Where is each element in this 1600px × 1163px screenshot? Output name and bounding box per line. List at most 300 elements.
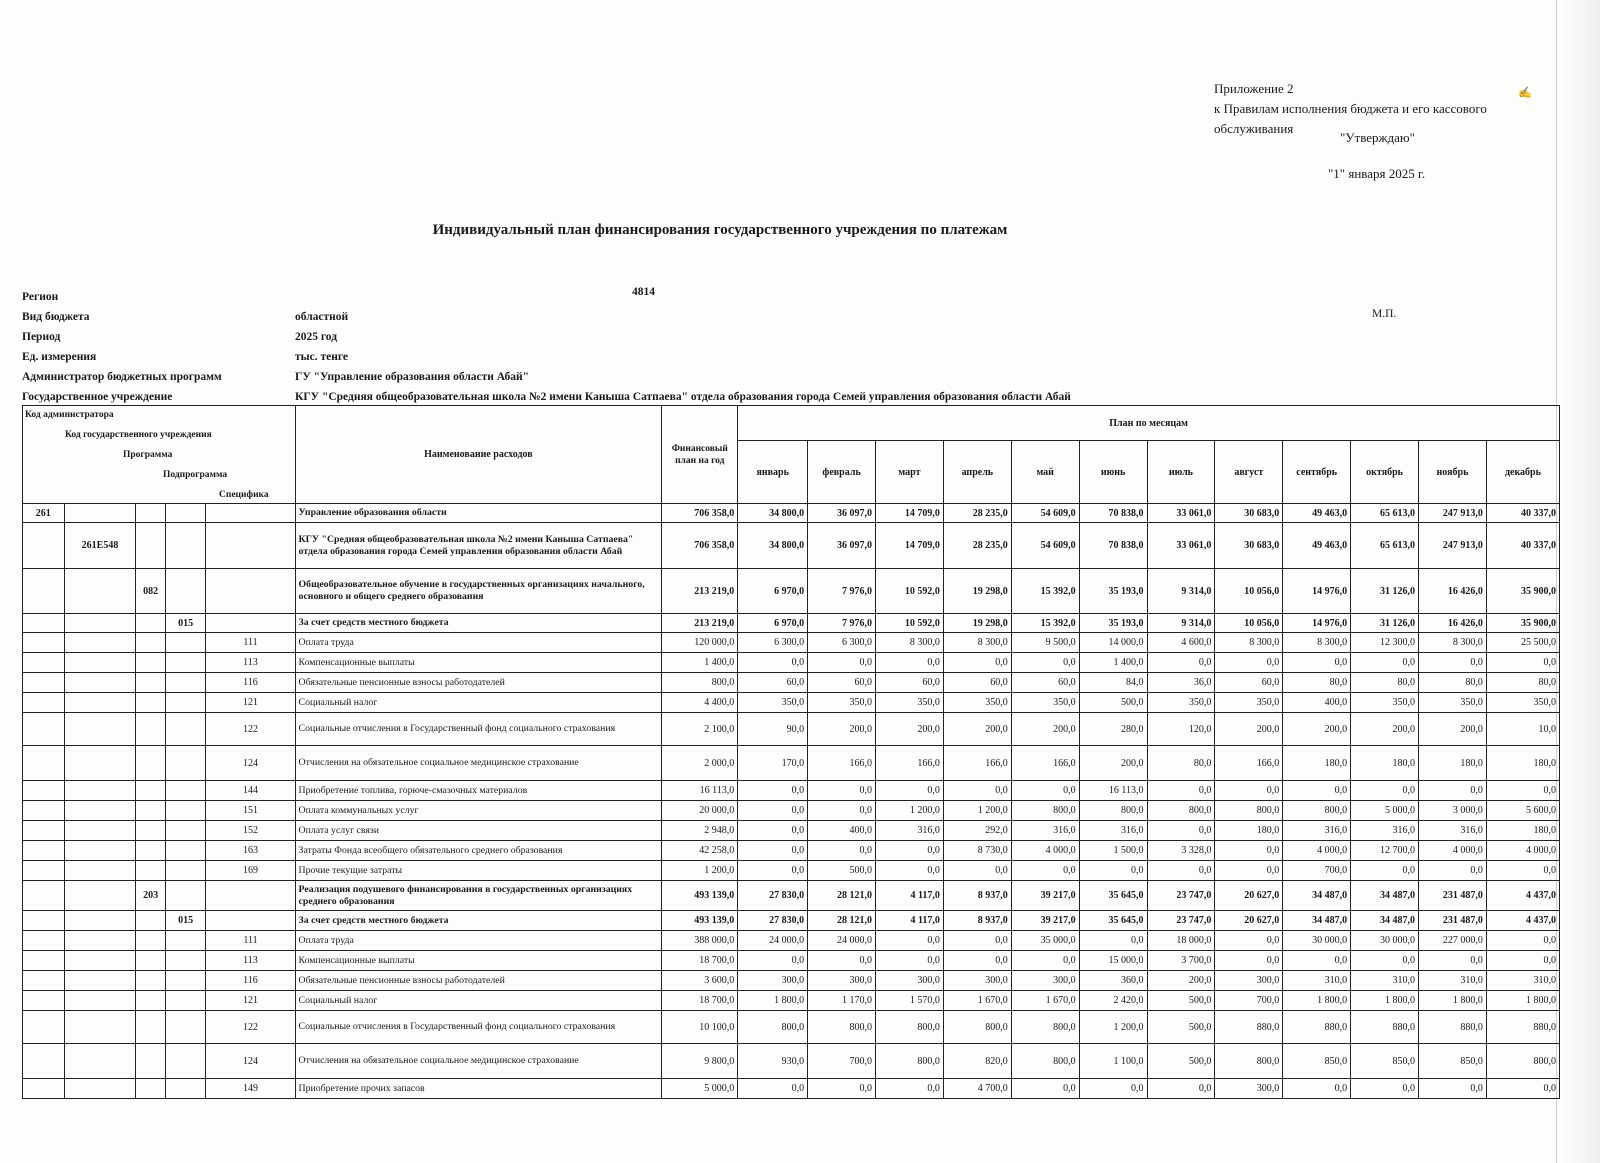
code-cell [23, 841, 65, 861]
annual-plan-cell: 800,0 [662, 673, 738, 693]
month-value-cell: 316,0 [1351, 821, 1419, 841]
month-value-cell: 200,0 [1283, 713, 1351, 746]
code-cell [23, 781, 65, 801]
month-value-cell: 0,0 [1147, 821, 1215, 841]
header-institution-code: Код государственного учреждения [65, 430, 212, 440]
month-value-cell: 300,0 [943, 971, 1011, 991]
code-cell [64, 841, 136, 861]
expense-name-cell: Социальный налог [295, 693, 662, 713]
code-cell [136, 523, 165, 569]
code-cell [23, 821, 65, 841]
month-value-cell: 0,0 [738, 951, 808, 971]
code-cell [64, 614, 136, 633]
month-value-cell: 8 730,0 [943, 841, 1011, 861]
code-cell [165, 569, 206, 614]
annual-plan-cell: 20 000,0 [662, 801, 738, 821]
month-value-cell: 800,0 [1486, 1044, 1559, 1079]
month-value-cell: 10 056,0 [1215, 614, 1283, 633]
month-value-cell: 30 683,0 [1215, 523, 1283, 569]
month-value-cell: 10 592,0 [876, 569, 944, 614]
code-cell [23, 861, 65, 881]
month-value-cell: 0,0 [738, 801, 808, 821]
unit-value: тыс. тенге [295, 351, 349, 363]
month-value-cell: 0,0 [876, 931, 944, 951]
month-value-cell: 0,0 [808, 1079, 876, 1099]
code-cell [23, 1079, 65, 1099]
month-value-cell: 350,0 [943, 693, 1011, 713]
month-value-cell: 10,0 [1486, 713, 1559, 746]
month-value-cell: 8 300,0 [876, 633, 944, 653]
annual-plan-cell: 213 219,0 [662, 569, 738, 614]
code-cell [64, 801, 136, 821]
code-cell: 149 [206, 1079, 295, 1099]
month-value-cell: 90,0 [738, 713, 808, 746]
code-cell [23, 693, 65, 713]
month-value-cell: 166,0 [1215, 746, 1283, 781]
code-cell [64, 1044, 136, 1079]
month-value-cell: 1 800,0 [1283, 991, 1351, 1011]
admin-label: Администратор бюджетных программ [22, 371, 222, 383]
month-value-cell: 34 487,0 [1351, 911, 1419, 931]
month-value-cell: 80,0 [1351, 673, 1419, 693]
code-cell [64, 713, 136, 746]
month-value-cell: 166,0 [943, 746, 1011, 781]
header-program: Программа [123, 450, 173, 460]
expense-name-cell: Приобретение топлива, горюче-смазочных материалов [295, 781, 662, 801]
month-value-cell: 4 000,0 [1419, 841, 1487, 861]
month-value-cell: 316,0 [876, 821, 944, 841]
month-value-cell: 500,0 [1147, 991, 1215, 1011]
month-value-cell: 200,0 [808, 713, 876, 746]
code-cell: 261 [23, 504, 65, 523]
month-value-cell: 0,0 [1351, 951, 1419, 971]
annual-plan-cell: 2 948,0 [662, 821, 738, 841]
table-row [23, 821, 1560, 841]
admin-value: ГУ "Управление образования области Абай" [295, 371, 530, 383]
month-value-cell: 36 097,0 [808, 523, 876, 569]
table-row [23, 1079, 1560, 1099]
month-value-cell: 49 463,0 [1283, 504, 1351, 523]
month-value-cell: 9 314,0 [1147, 569, 1215, 614]
month-value-cell: 0,0 [1215, 951, 1283, 971]
code-cell: 111 [206, 931, 295, 951]
month-value-cell: 14 709,0 [876, 523, 944, 569]
expense-name-cell: Компенсационные выплаты [295, 951, 662, 971]
period-label: Период [22, 331, 61, 343]
budget-type-value: областной [295, 311, 349, 323]
month-value-cell: 20 627,0 [1215, 881, 1283, 911]
period-value: 2025 год [295, 331, 338, 343]
month-value-cell: 35 000,0 [1011, 931, 1079, 951]
month-value-cell: 40 337,0 [1486, 504, 1559, 523]
month-value-cell: 23 747,0 [1147, 881, 1215, 911]
annual-plan-cell: 388 000,0 [662, 931, 738, 951]
month-value-cell: 39 217,0 [1011, 881, 1079, 911]
code-cell [23, 931, 65, 951]
month-header: январь [738, 441, 808, 504]
month-value-cell: 0,0 [1283, 1079, 1351, 1099]
month-value-cell: 16 426,0 [1419, 614, 1487, 633]
code-cell [165, 931, 206, 951]
month-value-cell: 0,0 [1419, 1079, 1487, 1099]
month-value-cell: 0,0 [1351, 781, 1419, 801]
month-header: октябрь [1351, 441, 1419, 504]
month-value-cell: 16 113,0 [1079, 781, 1147, 801]
month-value-cell: 0,0 [1283, 781, 1351, 801]
month-value-cell: 0,0 [943, 931, 1011, 951]
month-value-cell: 70 838,0 [1079, 523, 1147, 569]
code-cell [23, 1044, 65, 1079]
month-value-cell: 12 700,0 [1351, 841, 1419, 861]
month-value-cell: 1 800,0 [1486, 991, 1559, 1011]
code-cell [165, 821, 206, 841]
month-value-cell: 316,0 [1283, 821, 1351, 841]
month-value-cell: 23 747,0 [1147, 911, 1215, 931]
code-cell [136, 746, 165, 781]
code-cell [136, 971, 165, 991]
month-value-cell: 8 300,0 [1283, 633, 1351, 653]
month-value-cell: 5 600,0 [1486, 801, 1559, 821]
month-value-cell: 8 300,0 [943, 633, 1011, 653]
expense-name-cell: Приобретение прочих запасов [295, 1079, 662, 1099]
code-cell: 151 [206, 801, 295, 821]
month-value-cell: 0,0 [1147, 1079, 1215, 1099]
month-value-cell: 166,0 [808, 746, 876, 781]
code-cell: 113 [206, 951, 295, 971]
code-cell [23, 633, 65, 653]
month-header: декабрь [1486, 441, 1559, 504]
month-value-cell: 180,0 [1283, 746, 1351, 781]
month-value-cell: 800,0 [1283, 801, 1351, 821]
month-value-cell: 180,0 [1215, 821, 1283, 841]
code-cell: 124 [206, 746, 295, 781]
month-value-cell: 19 298,0 [943, 569, 1011, 614]
month-value-cell: 166,0 [876, 746, 944, 781]
code-cell: 113 [206, 653, 295, 673]
month-value-cell: 500,0 [1147, 1044, 1215, 1079]
month-value-cell: 0,0 [808, 951, 876, 971]
month-value-cell: 800,0 [1011, 1044, 1079, 1079]
annual-plan-cell: 42 258,0 [662, 841, 738, 861]
code-cell: 152 [206, 821, 295, 841]
annual-plan-cell: 493 139,0 [662, 911, 738, 931]
month-value-cell: 20 627,0 [1215, 911, 1283, 931]
table-row [23, 614, 1560, 633]
expense-name-cell: Обязательные пенсионные взносы работодателей [295, 971, 662, 991]
table-row [23, 569, 1560, 614]
table-row [23, 911, 1560, 931]
month-value-cell: 0,0 [1011, 861, 1079, 881]
expense-name-cell: Затраты Фонда всеобщего обязательного среднего образования [295, 841, 662, 861]
month-value-cell: 4 600,0 [1147, 633, 1215, 653]
month-value-cell: 0,0 [1147, 861, 1215, 881]
month-value-cell: 1 200,0 [1079, 1011, 1147, 1044]
code-cell [64, 881, 136, 911]
expense-name-cell: Социальные отчисления в Государственный фонд социального страхования [295, 713, 662, 746]
month-value-cell: 0,0 [738, 821, 808, 841]
month-value-cell: 850,0 [1283, 1044, 1351, 1079]
code-cell [64, 746, 136, 781]
month-value-cell: 350,0 [876, 693, 944, 713]
month-value-cell: 60,0 [1215, 673, 1283, 693]
month-value-cell: 28 121,0 [808, 911, 876, 931]
month-value-cell: 8 300,0 [1215, 633, 1283, 653]
month-value-cell: 310,0 [1351, 971, 1419, 991]
code-cell [23, 991, 65, 1011]
month-value-cell: 6 300,0 [808, 633, 876, 653]
month-value-cell: 14 000,0 [1079, 633, 1147, 653]
approve-label: "Утверждаю" [1340, 130, 1415, 145]
month-value-cell: 800,0 [1079, 801, 1147, 821]
ink-smudge: ✍ [1518, 87, 1532, 99]
month-value-cell: 70 838,0 [1079, 504, 1147, 523]
code-cell [136, 504, 165, 523]
month-value-cell: 1 170,0 [808, 991, 876, 1011]
annual-plan-cell: 9 800,0 [662, 1044, 738, 1079]
month-value-cell: 0,0 [1351, 653, 1419, 673]
appendix-line-2: к Правилам исполнения бюджета и его кассового обслуживания [1214, 101, 1487, 136]
code-cell [165, 1044, 206, 1079]
code-cell [64, 653, 136, 673]
month-value-cell: 36,0 [1147, 673, 1215, 693]
month-value-cell: 14 976,0 [1283, 569, 1351, 614]
month-value-cell: 800,0 [738, 1011, 808, 1044]
month-value-cell: 31 126,0 [1351, 569, 1419, 614]
code-cell [136, 781, 165, 801]
code-cell [165, 693, 206, 713]
financing-plan-table [22, 405, 1560, 1099]
meta-row-region [22, 288, 1422, 308]
header-specifics: Специфика [219, 490, 269, 500]
month-value-cell: 231 487,0 [1419, 881, 1487, 911]
code-cell [136, 951, 165, 971]
month-value-cell: 18 000,0 [1147, 931, 1215, 951]
expense-name-cell: Компенсационные выплаты [295, 653, 662, 673]
code-cell [64, 673, 136, 693]
month-value-cell: 60,0 [738, 673, 808, 693]
month-value-cell: 180,0 [1419, 746, 1487, 781]
month-value-cell: 14 976,0 [1283, 614, 1351, 633]
month-value-cell: 0,0 [738, 1079, 808, 1099]
code-cell [165, 861, 206, 881]
month-value-cell: 300,0 [808, 971, 876, 991]
code-cell: 082 [136, 569, 165, 614]
month-value-cell: 54 609,0 [1011, 523, 1079, 569]
code-cell [165, 653, 206, 673]
table-row [23, 781, 1560, 801]
month-value-cell: 500,0 [1079, 693, 1147, 713]
month-value-cell: 27 830,0 [738, 881, 808, 911]
month-value-cell: 8 937,0 [943, 881, 1011, 911]
month-value-cell: 15 392,0 [1011, 614, 1079, 633]
month-value-cell: 84,0 [1079, 673, 1147, 693]
annual-plan-cell: 120 000,0 [662, 633, 738, 653]
month-value-cell: 0,0 [1215, 841, 1283, 861]
month-value-cell: 0,0 [1486, 1079, 1559, 1099]
code-cell [136, 693, 165, 713]
month-value-cell: 30 683,0 [1215, 504, 1283, 523]
table-row [23, 971, 1560, 991]
month-value-cell: 3 700,0 [1147, 951, 1215, 971]
month-value-cell: 3 000,0 [1419, 801, 1487, 821]
code-cell [136, 673, 165, 693]
table-row [23, 841, 1560, 861]
month-value-cell: 500,0 [1147, 1011, 1215, 1044]
code-cell [64, 951, 136, 971]
month-value-cell: 880,0 [1351, 1011, 1419, 1044]
code-cell [165, 881, 206, 911]
month-value-cell: 0,0 [808, 781, 876, 801]
table-row [23, 523, 1560, 569]
code-cell [136, 633, 165, 653]
header-subprogram: Подпрограмма [163, 470, 228, 480]
code-cell [165, 523, 206, 569]
annual-plan-cell: 2 100,0 [662, 713, 738, 746]
code-cell [64, 504, 136, 523]
month-value-cell: 1 500,0 [1079, 841, 1147, 861]
month-value-cell: 850,0 [1351, 1044, 1419, 1079]
month-value-cell: 247 913,0 [1419, 504, 1487, 523]
code-cell [23, 746, 65, 781]
month-value-cell: 80,0 [1283, 673, 1351, 693]
code-cell [64, 991, 136, 1011]
month-value-cell: 35 900,0 [1486, 569, 1559, 614]
month-value-cell: 0,0 [808, 841, 876, 861]
table-row [23, 1011, 1560, 1044]
month-header: март [876, 441, 944, 504]
month-value-cell: 1 200,0 [943, 801, 1011, 821]
expense-name-cell: Оплата труда [295, 931, 662, 951]
code-cell [64, 861, 136, 881]
month-header: июль [1147, 441, 1215, 504]
month-value-cell: 0,0 [1215, 931, 1283, 951]
month-value-cell: 0,0 [1419, 861, 1487, 881]
table-row [23, 633, 1560, 653]
code-cell [64, 693, 136, 713]
month-value-cell: 247 913,0 [1419, 523, 1487, 569]
annual-plan-cell: 213 219,0 [662, 614, 738, 633]
code-cell [23, 614, 65, 633]
month-value-cell: 400,0 [808, 821, 876, 841]
month-header: февраль [808, 441, 876, 504]
month-value-cell: 3 328,0 [1147, 841, 1215, 861]
month-value-cell: 850,0 [1419, 1044, 1487, 1079]
month-value-cell: 800,0 [1147, 801, 1215, 821]
month-value-cell: 60,0 [876, 673, 944, 693]
month-value-cell: 0,0 [1011, 951, 1079, 971]
code-headers [23, 406, 296, 504]
month-value-cell: 180,0 [1486, 821, 1559, 841]
expense-name-cell: Оплата коммунальных услуг [295, 801, 662, 821]
month-value-cell: 4 000,0 [1486, 841, 1559, 861]
annual-plan-cell: 18 700,0 [662, 951, 738, 971]
month-value-cell: 4 437,0 [1486, 881, 1559, 911]
code-cell [136, 653, 165, 673]
month-value-cell: 35 900,0 [1486, 614, 1559, 633]
code-cell [165, 504, 206, 523]
month-value-cell: 800,0 [1011, 801, 1079, 821]
month-value-cell: 16 426,0 [1419, 569, 1487, 614]
month-value-cell: 0,0 [808, 801, 876, 821]
month-value-cell: 0,0 [1486, 781, 1559, 801]
table-row [23, 1044, 1560, 1079]
month-value-cell: 0,0 [876, 653, 944, 673]
code-cell [165, 781, 206, 801]
code-cell: 261E548 [64, 523, 136, 569]
region-label: Регион [22, 291, 59, 303]
code-cell [64, 931, 136, 951]
month-value-cell: 300,0 [1215, 971, 1283, 991]
month-value-cell: 4 117,0 [876, 911, 944, 931]
month-value-cell: 0,0 [1351, 861, 1419, 881]
code-cell [206, 911, 295, 931]
month-value-cell: 34 800,0 [738, 523, 808, 569]
month-value-cell: 34 487,0 [1283, 911, 1351, 931]
month-value-cell: 8 937,0 [943, 911, 1011, 931]
month-value-cell: 0,0 [808, 653, 876, 673]
month-value-cell: 34 800,0 [738, 504, 808, 523]
month-value-cell: 27 830,0 [738, 911, 808, 931]
month-value-cell: 0,0 [1486, 653, 1559, 673]
month-value-cell: 39 217,0 [1011, 911, 1079, 931]
month-value-cell: 2 420,0 [1079, 991, 1147, 1011]
month-value-cell: 0,0 [1283, 951, 1351, 971]
month-value-cell: 166,0 [1011, 746, 1079, 781]
month-value-cell: 800,0 [876, 1011, 944, 1044]
code-cell [165, 841, 206, 861]
month-header: август [1215, 441, 1283, 504]
month-value-cell: 33 061,0 [1147, 504, 1215, 523]
annual-plan-cell: 5 000,0 [662, 1079, 738, 1099]
code-cell [64, 1079, 136, 1099]
header-by-month: План по месяцам [738, 406, 1560, 441]
month-value-cell: 300,0 [1215, 1079, 1283, 1099]
month-value-cell: 28 235,0 [943, 523, 1011, 569]
month-value-cell: 0,0 [1215, 653, 1283, 673]
month-value-cell: 120,0 [1147, 713, 1215, 746]
month-value-cell: 1 800,0 [738, 991, 808, 1011]
month-value-cell: 820,0 [943, 1044, 1011, 1079]
code-cell [165, 1079, 206, 1099]
institution-value: КГУ "Средняя общеобразовательная школа №2 имени Каныша Сатпаева" отдела образования города Семей управления образования области Абай [295, 391, 1071, 403]
month-value-cell: 15 392,0 [1011, 569, 1079, 614]
month-value-cell: 0,0 [1011, 781, 1079, 801]
annual-plan-cell: 706 358,0 [662, 523, 738, 569]
month-value-cell: 1 570,0 [876, 991, 944, 1011]
month-value-cell: 36 097,0 [808, 504, 876, 523]
code-cell [165, 1011, 206, 1044]
code-cell: 144 [206, 781, 295, 801]
month-value-cell: 310,0 [1486, 971, 1559, 991]
table-row [23, 861, 1560, 881]
month-value-cell: 40 337,0 [1486, 523, 1559, 569]
month-value-cell: 24 000,0 [808, 931, 876, 951]
month-value-cell: 700,0 [1283, 861, 1351, 881]
month-value-cell: 180,0 [1486, 746, 1559, 781]
code-cell [23, 911, 65, 931]
month-value-cell: 800,0 [808, 1011, 876, 1044]
month-value-cell: 0,0 [876, 1079, 944, 1099]
month-value-cell: 0,0 [943, 781, 1011, 801]
code-cell [165, 971, 206, 991]
month-value-cell: 300,0 [876, 971, 944, 991]
annual-plan-cell: 18 700,0 [662, 991, 738, 1011]
code-cell [23, 801, 65, 821]
month-value-cell: 80,0 [1147, 746, 1215, 781]
month-header: июнь [1079, 441, 1147, 504]
code-cell [136, 1044, 165, 1079]
expense-name-cell: За счет средств местного бюджета [295, 911, 662, 931]
